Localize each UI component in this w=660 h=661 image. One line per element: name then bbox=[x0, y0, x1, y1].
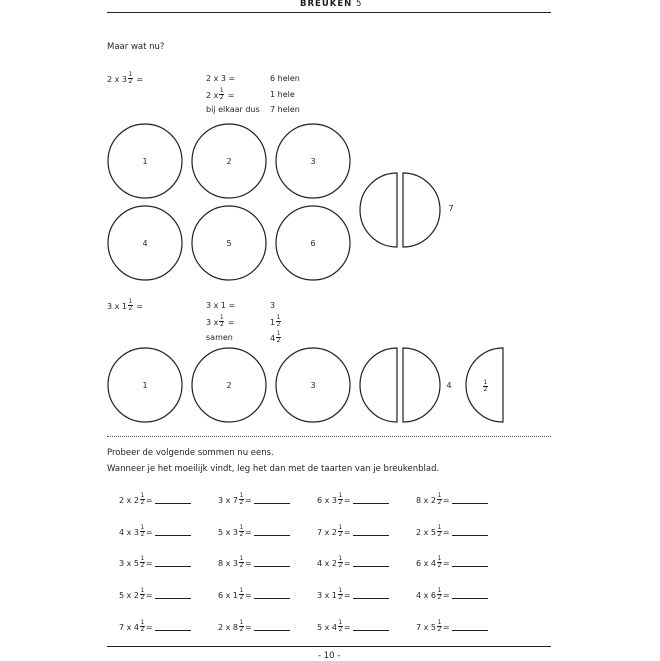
fraction: $\frac{1}{2}$ bbox=[239, 587, 244, 601]
exercise-item: 7 x 2 $\frac{1}{2}$ = bbox=[317, 526, 389, 539]
answer-blank[interactable] bbox=[254, 630, 290, 631]
page-number: - 10 - bbox=[318, 651, 341, 661]
exercise-whole: 6 x 3 bbox=[317, 496, 337, 505]
exercise-whole: 7 x 2 bbox=[317, 528, 337, 537]
extra-half-fraction bbox=[482, 377, 489, 396]
exercise-item: 2 x 8 $\frac{1}{2}$ = bbox=[218, 621, 290, 634]
example1-line-2-value: 1 hele bbox=[270, 90, 295, 99]
fraction: $\frac{1}{2}$ bbox=[128, 298, 133, 312]
circle-label: 5 bbox=[226, 239, 232, 248]
answer-blank[interactable] bbox=[353, 566, 389, 567]
example2-line-3-label: samen bbox=[206, 333, 233, 342]
exercise-item: 3 x 7 $\frac{1}{2}$ = bbox=[218, 494, 290, 507]
half-circle-left bbox=[360, 348, 397, 422]
exercise-item: 2 x 5 $\frac{1}{2}$ = bbox=[416, 526, 488, 539]
answer-blank[interactable] bbox=[452, 598, 488, 599]
answer-blank[interactable] bbox=[353, 503, 389, 504]
answer-blank[interactable] bbox=[155, 535, 191, 536]
exercise-item: 6 x 3 $\frac{1}{2}$ = bbox=[317, 494, 389, 507]
fraction: $\frac{1}{2}$ bbox=[338, 492, 343, 506]
fraction: $\frac{1}{2}$ bbox=[140, 587, 145, 601]
fraction: $\frac{1}{2}$ bbox=[437, 492, 442, 506]
exercise-whole: 7 x 5 bbox=[416, 623, 436, 632]
fraction: $\frac{1}{2}$ bbox=[437, 619, 442, 633]
example2-line-1-value: 3 bbox=[270, 301, 276, 310]
answer-blank[interactable] bbox=[155, 630, 191, 631]
fraction: $\frac{1}{2}$ bbox=[128, 71, 133, 85]
fraction: $\frac{1}{2}$ bbox=[338, 619, 343, 633]
example2-line-2-value: 1 $\frac{1}{2}$ bbox=[270, 314, 281, 328]
fraction: $\frac{1}{2}$ bbox=[276, 330, 281, 344]
circle-label: 1 bbox=[142, 381, 148, 390]
exercise-whole: 2 x 2 bbox=[119, 496, 139, 505]
circle-label: 3 bbox=[310, 157, 316, 166]
example1-line-3-label: bij elkaar dus bbox=[206, 105, 260, 114]
exercise-whole: 2 x 8 bbox=[218, 623, 238, 632]
example1-whole: 2 x 3 bbox=[107, 75, 127, 84]
answer-blank[interactable] bbox=[155, 598, 191, 599]
fraction: $\frac{1}{2}$ bbox=[239, 619, 244, 633]
answer-blank[interactable] bbox=[254, 503, 290, 504]
exercise-whole: 6 x 4 bbox=[416, 559, 436, 568]
answer-blank[interactable] bbox=[254, 535, 290, 536]
answer-blank[interactable] bbox=[353, 598, 389, 599]
example1-line-1-label: 2 x 3 = bbox=[206, 74, 236, 83]
circle-label: 2 bbox=[226, 381, 232, 390]
answer-blank[interactable] bbox=[254, 598, 290, 599]
chapter-title: BREUKEN bbox=[300, 0, 353, 9]
exercise-item: 3 x 5 $\frac{1}{2}$ = bbox=[119, 557, 191, 570]
example2-problem: 3 x 1 $\frac{1}{2}$ = bbox=[107, 298, 144, 312]
exercise-whole: 8 x 2 bbox=[416, 496, 436, 505]
exercise-whole: 2 x 5 bbox=[416, 528, 436, 537]
instruction-line-2: Wanneer je het moeilijk vindt, leg het dan met de taarten van je breukenblad. bbox=[107, 464, 440, 474]
exercise-whole: 3 x 1 bbox=[317, 591, 337, 600]
circle-label: 2 bbox=[226, 157, 232, 166]
example2-line-2-label: 3 x $\frac{1}{2}$ = bbox=[206, 314, 235, 328]
answer-blank[interactable] bbox=[155, 566, 191, 567]
exercise-whole: 4 x 6 bbox=[416, 591, 436, 600]
example1-problem: 2 x 3 $\frac{1}{2}$ = bbox=[107, 71, 144, 85]
exercise-whole: 4 x 2 bbox=[317, 559, 337, 568]
exercise-item: 5 x 4 $\frac{1}{2}$ = bbox=[317, 621, 389, 634]
exercise-item: 6 x 4 $\frac{1}{2}$ = bbox=[416, 557, 488, 570]
exercise-item: 3 x 1 $\frac{1}{2}$ = bbox=[317, 589, 389, 602]
answer-blank[interactable] bbox=[353, 630, 389, 631]
instruction-line-1: Probeer de volgende sommen nu eens. bbox=[107, 448, 274, 458]
circle-label: 1 bbox=[142, 157, 148, 166]
exercise-item: 2 x 2 $\frac{1}{2}$ = bbox=[119, 494, 191, 507]
circle-label: 3 bbox=[310, 381, 316, 390]
fraction: $\frac{1}{2}$ bbox=[239, 492, 244, 506]
exercise-item: 5 x 2 $\frac{1}{2}$ = bbox=[119, 589, 191, 602]
exercise-whole: 4 x 3 bbox=[119, 528, 139, 537]
circle-label: 6 bbox=[310, 239, 316, 248]
exercise-item: 8 x 3 $\frac{1}{2}$ = bbox=[218, 557, 290, 570]
fraction: $\frac{1}{2}$ bbox=[219, 314, 224, 328]
fraction: $\frac{1}{2}$ bbox=[140, 524, 145, 538]
exercise-item: 7 x 5 $\frac{1}{2}$ = bbox=[416, 621, 488, 634]
example1-line-2-label: 2 x $\frac{1}{2}$ = bbox=[206, 87, 235, 101]
exercise-item: 7 x 4 $\frac{1}{2}$ = bbox=[119, 621, 191, 634]
exercise-item: 4 x 2 $\frac{1}{2}$ = bbox=[317, 557, 389, 570]
half-circle-right bbox=[403, 348, 440, 422]
example1-line-3-value: 7 helen bbox=[270, 105, 300, 114]
example2-line-1-label: 3 x 1 = bbox=[206, 301, 236, 310]
example2-line-3-value: 4 $\frac{1}{2}$ bbox=[270, 330, 281, 344]
fraction: $\frac{1}{2}$ bbox=[338, 555, 343, 569]
fraction: $\frac{1}{2}$ bbox=[140, 555, 145, 569]
halves-total-label: 7 bbox=[448, 204, 454, 213]
fraction: $\frac{1}{2}$ bbox=[437, 555, 442, 569]
answer-blank[interactable] bbox=[452, 503, 488, 504]
fraction: $\frac{1}{2}$ bbox=[239, 524, 244, 538]
exercise-item: 4 x 6 $\frac{1}{2}$ = bbox=[416, 589, 488, 602]
example1-line-1-value: 6 helen bbox=[270, 74, 300, 83]
section-divider bbox=[107, 436, 551, 437]
exercise-item: 8 x 2 $\frac{1}{2}$ = bbox=[416, 494, 488, 507]
exercise-item: 4 x 3 $\frac{1}{2}$ = bbox=[119, 526, 191, 539]
circle-label: 4 bbox=[142, 239, 148, 248]
intro-text: Maar wat nu? bbox=[107, 42, 165, 52]
exercise-item: 6 x 1 $\frac{1}{2}$ = bbox=[218, 589, 290, 602]
answer-blank[interactable] bbox=[155, 503, 191, 504]
half-circle-right bbox=[403, 173, 440, 247]
fraction: $\frac{1}{2}$ bbox=[483, 379, 488, 393]
exercise-whole: 3 x 7 bbox=[218, 496, 238, 505]
fraction: $\frac{1}{2}$ bbox=[140, 619, 145, 633]
answer-blank[interactable] bbox=[452, 630, 488, 631]
footer-rule bbox=[107, 646, 551, 647]
exercise-whole: 5 x 4 bbox=[317, 623, 337, 632]
exercise-item: 5 x 3 $\frac{1}{2}$ = bbox=[218, 526, 290, 539]
half-circle-left bbox=[360, 173, 397, 247]
chapter-number: 5 bbox=[355, 0, 363, 9]
exercise-whole: 3 x 5 bbox=[119, 559, 139, 568]
fraction: $\frac{1}{2}$ bbox=[239, 555, 244, 569]
exercise-whole: 7 x 4 bbox=[119, 623, 139, 632]
fraction: $\frac{1}{2}$ bbox=[437, 587, 442, 601]
fraction: $\frac{1}{2}$ bbox=[140, 492, 145, 506]
exercise-whole: 8 x 3 bbox=[218, 559, 238, 568]
fraction: $\frac{1}{2}$ bbox=[219, 87, 224, 101]
answer-blank[interactable] bbox=[353, 535, 389, 536]
exercise-whole: 5 x 2 bbox=[119, 591, 139, 600]
fraction: $\frac{1}{2}$ bbox=[338, 587, 343, 601]
answer-blank[interactable] bbox=[452, 535, 488, 536]
fraction: $\frac{1}{2}$ bbox=[276, 314, 281, 328]
exercise-whole: 6 x 1 bbox=[218, 591, 238, 600]
fraction: $\frac{1}{2}$ bbox=[437, 524, 442, 538]
exercise-whole: 5 x 3 bbox=[218, 528, 238, 537]
fraction: $\frac{1}{2}$ bbox=[338, 524, 343, 538]
halves-label: 4 bbox=[446, 381, 452, 390]
answer-blank[interactable] bbox=[254, 566, 290, 567]
answer-blank[interactable] bbox=[452, 566, 488, 567]
